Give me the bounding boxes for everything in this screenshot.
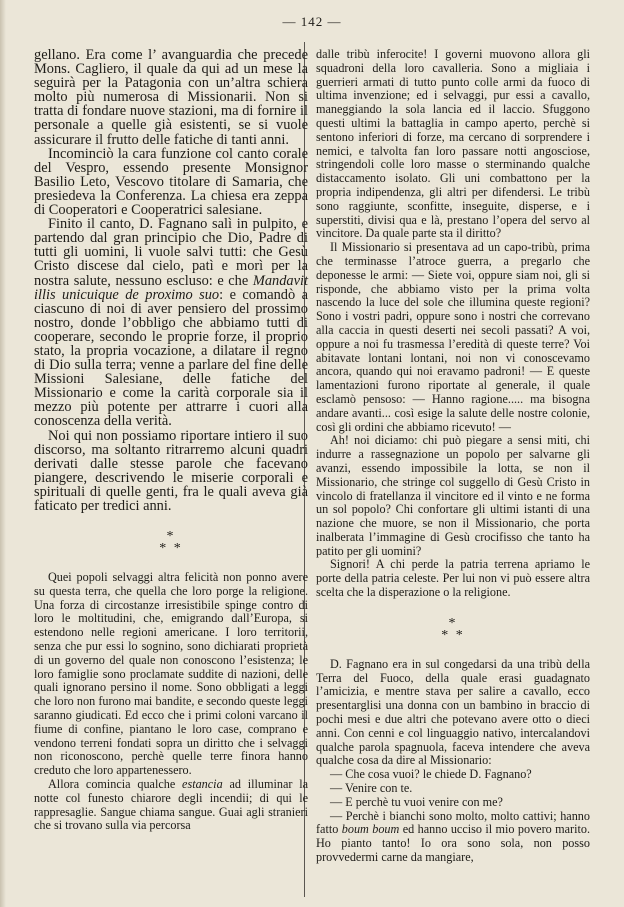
dialogue-line: — Che cosa vuoi? le chiede D. Fagnano? bbox=[330, 767, 532, 782]
section-separator bbox=[316, 615, 590, 643]
section-separator bbox=[34, 531, 308, 555]
paragraph: Quei popoli selvaggi altra felicità non ponno avere su questa terra, che quella che loro porge la religione. Una forza di circostanze irresistibile spinge contro di loro le moltitudini, che, emigrando dall’Europa, si estendono nelle regioni americane. I loro territorii, senza che pur essi lo sognino, sono dichiarati proprietà di un governo del quale non conoscono l’esistenza; le loro famiglie sono proclamate suddite di nazioni, delle quali ignorano persino il nome. Sono obbligati a leggi che loro non furono mai bandite, e secondo queste leggi saranno giudicati. Ed ecco che i primi coloni varcano il fiume di confine, piantano le loro case, comprano e vendono terreni fondati sopra un diritto che i selvaggi non riconoscono, perchè quelle terre finora hanno creduto che loro appartenessero. bbox=[34, 570, 308, 778]
paragraph bbox=[34, 778, 308, 833]
asterism-top: * bbox=[166, 529, 176, 545]
asterism-bottom: * * bbox=[159, 541, 183, 557]
paragraph: Ah! noi diciamo: chi può piegare a sensi miti, chi indurre a rassegnazione un popolo per salvarne gli avanzi, essendo impossibile la lotta, se non il Missionario, che stringe col suggello di Gesù Cristo in vincolo di fratellanza il vincitore ed il vinto e ne forma un sol popolo? Chi confortare gli ultimi istanti di una nazione che muore, se non il Missionario, che porta inalberata l’immagine di Gesù crocifisso che tanto ha patito per gli uomini? bbox=[316, 433, 590, 558]
paragraph: D. Fagnano era in sul congedarsi da una tribù della Terra del Fuoco, della quale erasi guadagnato l’amicizia, e mentre stava per salire a cavallo, ecco presentarglisi una donna con un bambino in braccio di pochi mesi e due altri che potevano avere otto o dieci anni. Con cenni e col linguaggio nativo, intercalandovi qualche parola spagnuola, faceva intendere che aveva qualche cosa da dire al Missionario: bbox=[316, 656, 590, 768]
paragraph: Signori! A chi perde la patria terrena apriamo le porte della patria celeste. Per lui non vi può essere altra scelta che la disperazione o la religione. bbox=[316, 557, 590, 600]
emphasis: boum boum bbox=[341, 822, 400, 837]
paragraph-text: ed hanno ucciso il mio povero marito. Ho pianto tanto! Io ora sono sola, non posso provvedermi carne da mangiare, bbox=[316, 822, 591, 865]
right-column bbox=[316, 48, 590, 865]
left-column bbox=[34, 48, 308, 833]
paragraph: gellano. Era come l’ avanguardia che precede Mons. Cagliero, il quale da qui ad un mese la seguirà per la Patagonia con un’altra schiera molto più numerosa di Missionarii. Non si tratta di fondare nuove stazioni, ma di fornire il personale a quelle già esistenti, se si vuole assicurare il frutto delle fatiche di tanti anni. bbox=[34, 47, 308, 148]
page-number: — 142 — bbox=[282, 14, 342, 29]
dialogue-line: — E perchè tu vuoi venire con me? bbox=[330, 794, 503, 809]
asterism-bottom: * * bbox=[441, 627, 465, 643]
page-edge-shadow bbox=[0, 0, 6, 907]
paragraph-text: — Perchè i bianchi sono molto, molto cattivi; hanno fatto bbox=[316, 808, 590, 837]
paragraph: Noi qui non possiamo riportare intiero il suo discorso, ma soltanto ritrarremo alcuni quadri derivati dalle stesse parole che facevano piangere, descrivendo le miserie corporali e spirituali di quelle genti, fra le quali aveva già faticato per tredici anni. bbox=[34, 427, 308, 514]
paragraph-text: : e comandò a ciascuno di noi di aver pensiero del prossimo nostro, donde l’obbligo che abbiamo tutti di cooperare, secondo le proprie forze, il proprio stato, la propria vocazione, a dilatare il regno di Dio sulla terra; venne a parlare del fine delle Missioni Salesiane, delle fatiche del Missionario e come la carità corporale sia il mezzo più potente per attrarre i cuori alla conoscenza della verità. bbox=[34, 286, 309, 430]
latin-quote: Mandavit illis unicuique de proximo suo bbox=[34, 272, 308, 303]
dialogue-line: — Venire con te. bbox=[330, 781, 413, 796]
paragraph-text: Finito il canto, D. Fagnano salì in pulpito, e partendo dal gran principio che Dio, Padre di tutti gli uomini, li vuole salvi tutti: che Gesù Cristo discese dal cielo, patì e morì per la nostra salute, nessuno escluso: e che bbox=[34, 216, 308, 289]
paragraph: Incominciò la cara funzione col canto corale del Vespro, essendo presente Monsignor Basilio Leto, Vescovo titolare di Samaria, che presiedeva la Conferenza. La chiesa era zeppa di Cooperatori e Cooperatrici salesiane. bbox=[34, 145, 308, 219]
paragraph bbox=[34, 217, 308, 428]
paragraph-text: Allora comincia qualche bbox=[48, 777, 183, 792]
paragraph: dalle tribù inferocite! I governi muovono allora gli squadroni della loro cavalleria. Sono a migliaia i guerrieri armati di tutto punto colle armi da fuoco di ultima invenzione; ed i selvaggi, pur essi a cavallo, maneggiando la sola lancia ed il laccio. Sfuggono questi ultimi la battaglia in campo aperto, perchè si sentono inferiori di forze, ma cercano di sorprendere i nemici, e talvolta fan loro passare notti angosciose, stringendoli colle loro masse o sterminando qualche distaccamento isolato. Gli uni combattono per la propria indipendenza, gli altri per difendersi. Le tribù sono raggiunte, sconfitte, inseguite, disperse, e i superstiti, divisi qua e là, prestano l’opera del servo al vincitore. Da quale parte sta il diritto? bbox=[316, 47, 590, 241]
dialogue-line bbox=[316, 810, 590, 865]
paragraph: Il Missionario si presentava ad un capo-tribù, prima che terminasse l’atroce guerra, a pregarlo che deponesse le armi: — Siete voi, oppure siam noi, gli si risponde, che abbiamo visto per la prima volta nascendo la luce del sole che illumina queste regioni? Sono i vostri padri, oppure sono i nostri che correvano alla caccia in questi deserti nei secoli passati? A voi, oppure a noi fu trasmessa l’eredità di queste terre? Voi abitavate lontani lontani, noi non vi conoscevamo ancora, quando qui noi eravamo padroni! — E queste lamentazioni furono riportate al generale, il quale esclamò pensoso: — Hanno ragione..... ma bisogna andare avanti... così esige la salute delle nostre colonie, così gli ordini che abbiamo ricevuto! — bbox=[316, 240, 590, 434]
emphasis: estancia bbox=[182, 777, 223, 792]
asterism-top: * bbox=[448, 615, 458, 631]
paragraph-text: ad illuminar la notte col funesto chiarore degli incendii; di qui le rappresaglie. Sangue chiama sangue. Guai agli stranieri che si trovano sulla via percorsa bbox=[34, 777, 308, 833]
